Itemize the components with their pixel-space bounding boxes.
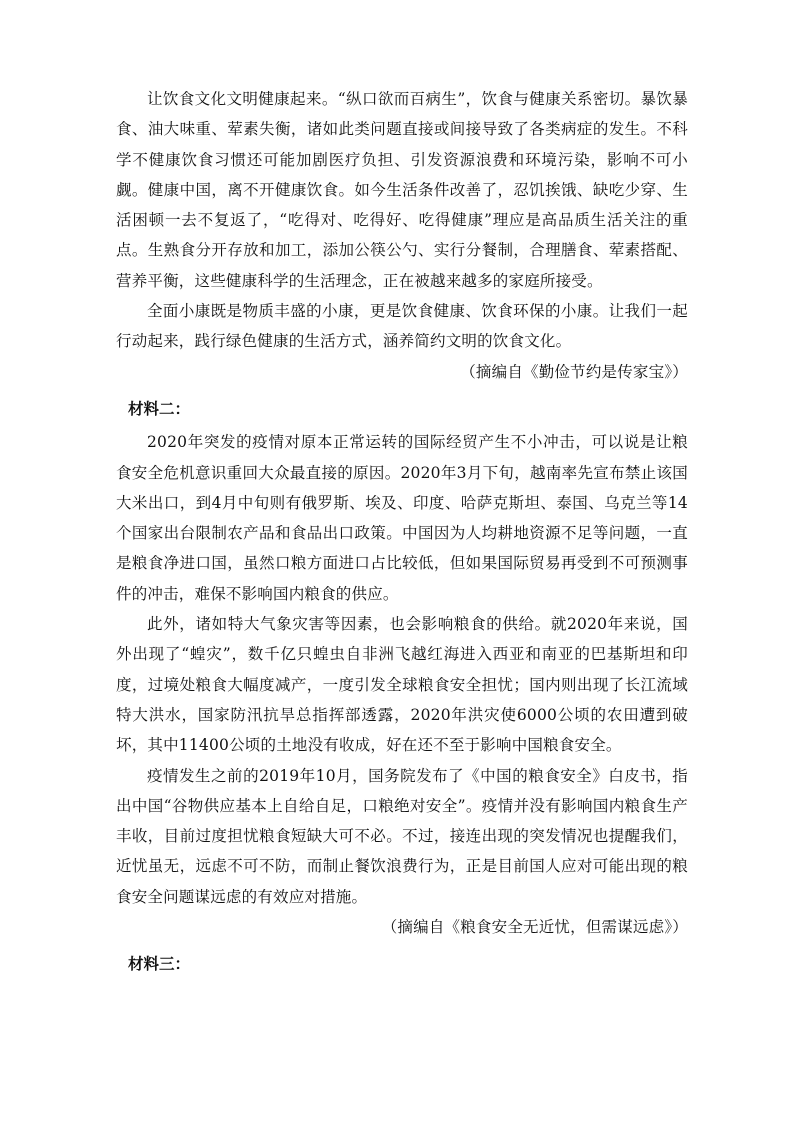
intro-paragraph-1: 让饮食文化文明健康起来。“纵口欲而百病生”，饮食与健康关系密切。暴饮暴食、油大味重、荤素失衡，诸如此类问题直接或间接导致了各类病症的发生。不科学不健康饮食习惯还可能加剧医疗负担、引发资源浪费和环境污染，影响不可小觑。健康中国，离不开健康饮食。如今生活条件改善了，忍饥挨饿、缺吃少穿、生活困顿一去不复返了，“吃得对、吃得好、吃得健康”理应是高品质生活关注的重点。生熟食分开存放和加工，添加公筷公勺、实行分餐制，合理膳食、荤素搭配、营养平衡，这些健康科学的生活理念，正在被越来越多的家庭所接受。 [116,90,688,290]
source-citation-2: （摘编自《粮食安全无近忧，但需谋远虑》） [381,918,688,937]
material-2-paragraph-1: 2020年突发的疫情对原本正常运转的国际经贸产生不小冲击，可以说是让粮食安全危机意识重回大众最直接的原因。2020年3月下旬，越南率先宣布禁止该国大米出口，到4月中旬则有俄罗斯、埃及、印度、哈萨克斯坦、泰国、乌克兰等14个国家出台限制农产品和食品出口政策。中国因为人均耕地资源不足等问题，一直是粮食净进口国，虽然口粮方面进口占比较低，但如果国际贸易再受到不可预测事件的冲击，难保不影响国内粮食的供应。 [116,433,688,603]
material-2-paragraph-3: 疫情发生之前的2019年10月，国务院发布了《中国的粮食安全》白皮书，指出中国“谷物供应基本上自给自足，口粮绝对安全”。疫情并没有影响国内粮食生产丰收，目前过度担忧粮食短缺大可不必。不过，接连出现的突发情况也提醒我们，近忧虽无，远虑不可不防，而制止餐饮浪费行为，正是目前国人应对可能出现的粮食安全问题谋远虑的有效应对措施。 [116,766,688,906]
intro-paragraph-2: 全面小康既是物质丰盛的小康，更是饮食健康、饮食环保的小康。让我们一起行动起来，践行绿色健康的生活方式，涵养简约文明的饮食文化。 [116,302,688,351]
material-2-paragraph-2: 此外，诸如特大气象灾害等因素，也会影响粮食的供给。就2020年来说，国外出现了“蝗灾”，数千亿只蝗虫自非洲飞越红海进入西亚和南亚的巴基斯坦和印度，过境处粮食大幅度减产，一度引发全球粮食安全担忧；国内则出现了长江流域特大洪水，国家防汛抗旱总指挥部透露，2020年洪灾使6000公顷的农田遭到破坏，其中11400公顷的土地没有收成，好在还不至于影响中国粮食安全。 [116,615,688,755]
source-citation-1: （摘编自《勤俭节约是传家宝》） [460,362,688,381]
material-3-heading: 材料三： [128,954,191,974]
document-body [116,84,688,983]
material-2-heading: 材料二： [128,398,191,418]
